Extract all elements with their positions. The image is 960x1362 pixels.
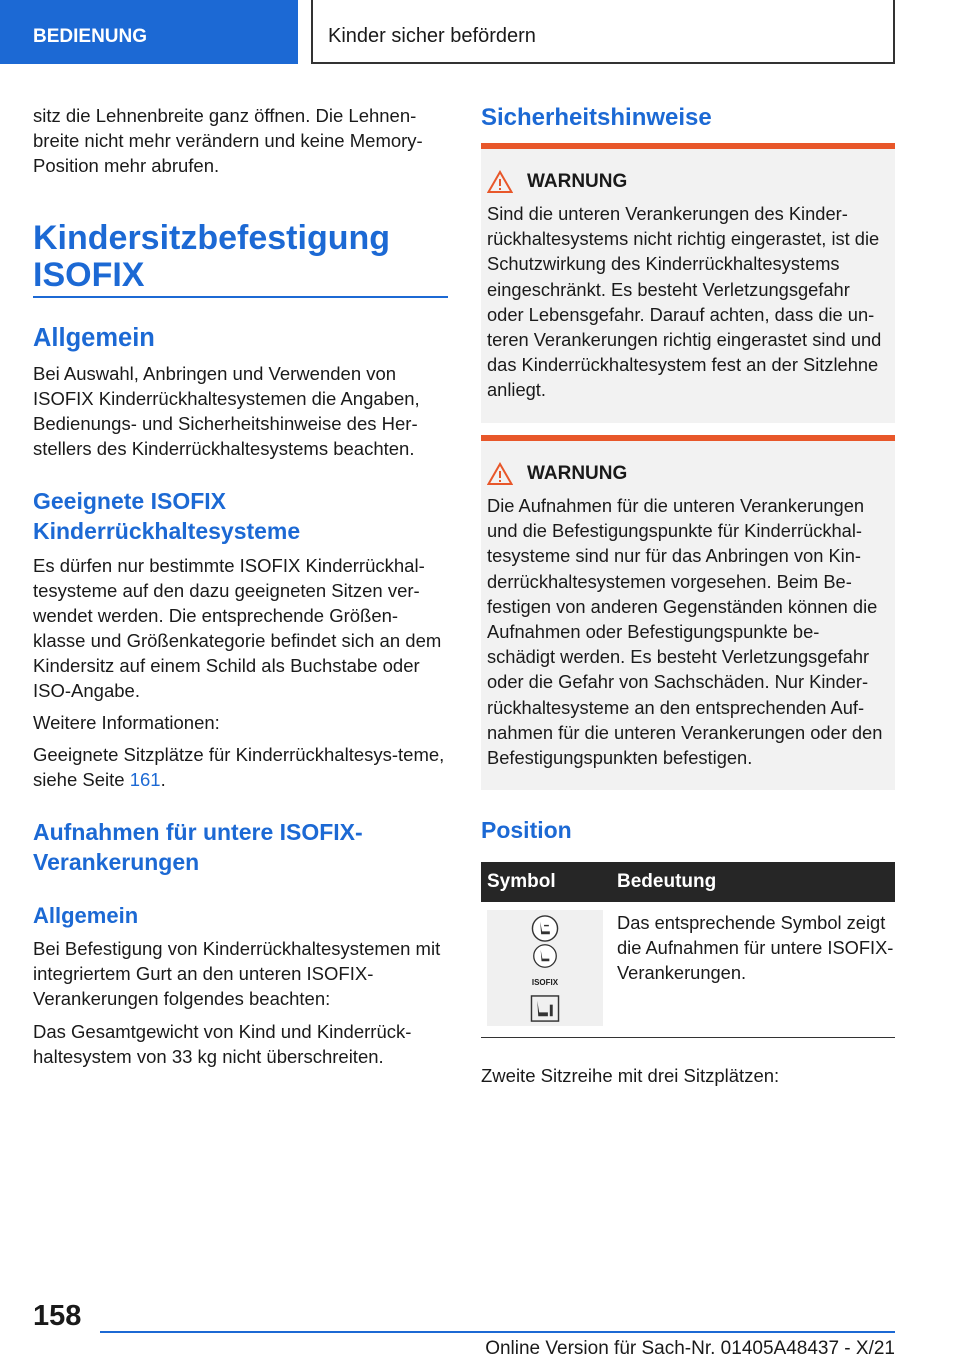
warning-header-2	[487, 459, 887, 489]
warning-box-2	[481, 435, 895, 790]
allgemein-paragraph: Bei Auswahl, Anbringen und Verwenden von ISOFIX Kinderrückhaltesystemen die Angaben, Bedienungs- und Sicherheitshinweise des Her-stellers des Kinderrückhaltesystems beachten.	[33, 363, 420, 459]
aufnahmen-heading-line2: Verankerungen	[33, 849, 200, 875]
isofix-seat-icon	[532, 943, 558, 969]
sitzplaetze-text: Geeignete Sitzplätze für Kinderrückhaltesys-teme, siehe Seite	[33, 744, 445, 790]
table-bottom-rule	[481, 1037, 895, 1038]
warning-header-1	[487, 167, 887, 197]
warning-triangle-icon	[487, 462, 513, 486]
allgemein-heading: Allgemein	[33, 324, 155, 352]
allgemein2-heading: Allgemein	[33, 903, 139, 928]
page-link-161[interactable]: 161	[129, 769, 161, 790]
geeignete-heading	[33, 486, 448, 546]
intro-paragraph: sitz die Lehnenbreite ganz öffnen. Die Lehnen-breite nicht mehr verändern und keine Memory-Position mehr abrufen.	[33, 105, 423, 176]
zweite-sitzreihe-text: Zweite Sitzreihe mit drei Sitzplätzen:	[481, 1065, 780, 1086]
table-header-row	[481, 862, 895, 902]
symbol-cell	[481, 902, 603, 1036]
isofix-seat-icon	[530, 995, 560, 1022]
isofix-icon-label: ISOFIX	[531, 977, 559, 987]
position-heading: Position	[481, 817, 572, 843]
isofix-seat-icon	[487, 910, 603, 1026]
aufnahmen-heading-line1: Aufnahmen für untere ISOFIX-	[33, 819, 363, 845]
chapter-header	[311, 0, 895, 64]
position-table	[481, 862, 895, 1036]
gewicht-paragraph: Das Gesamtgewicht von Kind und Kinderrück-haltesystem von 33 kg nicht überschreiten.	[33, 1021, 412, 1067]
warning-triangle-icon	[487, 170, 513, 194]
main-heading-line1: Kindersitzbefestigung	[33, 219, 391, 257]
table-header-bedeutung: Bedeutung	[603, 862, 895, 902]
chapter-title: Kinder sicher befördern	[328, 24, 536, 47]
geeignete-paragraph: Es dürfen nur bestimmte ISOFIX Kinderrückhal-tesysteme auf den dazu geeigneten Sitzen ver-wendet werden. Die entsprechende Größen-klasse und Größenkategorie befindet sich an dem Kindersitz auf einem Schild als Buchstabe oder ISO-Angabe.	[33, 555, 442, 701]
sitzplaetze-paragraph	[33, 742, 448, 792]
heading-rule	[33, 296, 448, 298]
page-number: 158	[33, 1300, 82, 1332]
warning-label-1: WARNUNG	[527, 171, 628, 192]
bedeutung-cell: Das entsprechende Symbol zeigt die Aufnahmen für untere ISOFIX-Verankerungen.	[617, 912, 894, 983]
geeignete-heading-line2: Kinderrückhaltesysteme	[33, 518, 301, 544]
isofix-seat-icon	[530, 914, 560, 943]
footer-rule	[100, 1331, 895, 1333]
allgemein2-paragraph: Bei Befestigung von Kinderrückhaltesystemen mit integriertem Gurt an den unteren ISOFIX-Verankerungen folgendes beachten:	[33, 938, 441, 1009]
section-title: BEDIENUNG	[33, 26, 148, 47]
footer-online-version: Online Version für Sach-Nr. 01405A48437 - X/21	[485, 1338, 895, 1359]
table-header-symbol: Symbol	[481, 862, 603, 902]
geeignete-heading-line1: Geeignete ISOFIX	[33, 488, 226, 514]
warning-box-1	[481, 143, 895, 423]
warning-label-2: WARNUNG	[527, 463, 628, 484]
weitere-info: Weitere Informationen:	[33, 712, 220, 733]
main-heading-line2: ISOFIX	[33, 256, 145, 294]
warning-text-1: Sind die unteren Verankerungen des Kinder-rückhaltesystems nicht richtig eingerastet, ist die Schutzwirkung des Kinderrückhaltesystems eingeschränkt. Es besteht Verletzungsgefahr oder Lebensgefahr. Darauf achten, dass die un-teren Verankerungen richtig eingerastet sind und das Kinderrückhaltesystem fest an der Sitzlehne anliegt.	[487, 203, 882, 401]
section-tab	[0, 0, 298, 64]
aufnahmen-heading	[33, 817, 448, 877]
main-heading	[33, 220, 448, 294]
sicherheit-heading: Sicherheitshinweise	[481, 104, 712, 131]
table-row	[481, 902, 895, 1036]
sitzplaetze-end: .	[160, 769, 166, 790]
warning-text-2: Die Aufnahmen für die unteren Verankerungen und die Befestigungspunkte für Kinderrückhal-tesysteme sind nur für das Anbringen von Kin-derrückhaltesystemen vorgesehen. Beim Be-festigen von anderen Gegenständen können die Aufnahmen oder Befestigungspunkte be-schädigt werden. Es besteht Verletzungsgefahr oder die Gefahr von Sachschäden. Nur Kinder-rückhaltesysteme an den entsprechenden Auf-nahmen für die unteren Verankerungen oder den Befestigungspunkten befestigen.	[487, 495, 883, 769]
